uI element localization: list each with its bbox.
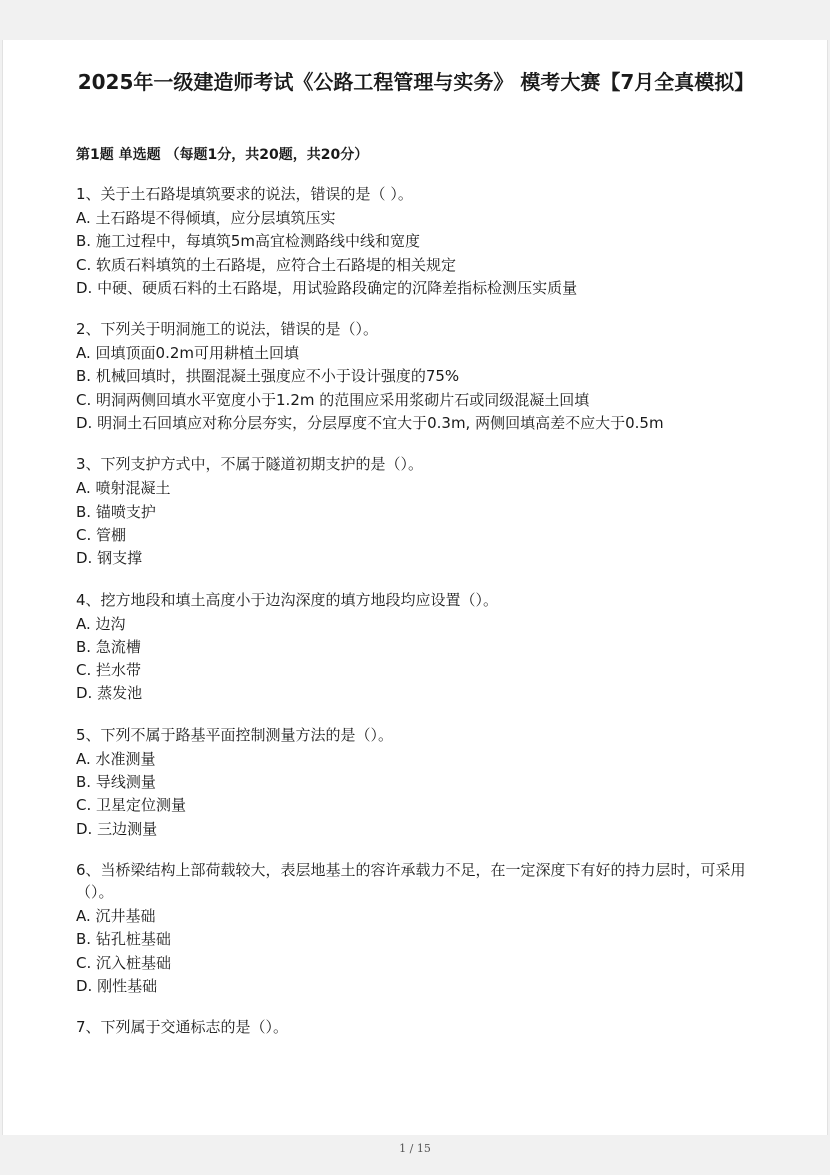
answer-option: B. 施工过程中，每填筑5m高宜检测路线中线和宽度 [76,232,420,251]
answer-option: B. 锚喷支护 [76,502,156,521]
answer-option: C. 管棚 [76,525,127,544]
question-text: 2、下列关于明洞施工的说法，错误的是（）。 [76,320,379,339]
answer-option: C. 沉入桩基础 [76,953,172,972]
question-text: 3、下列支护方式中，不属于隧道初期支护的是（）。 [76,455,424,474]
question-item [76,1016,766,1038]
question-text: 5、下列不属于路基平面控制测量方法的是（）。 [76,725,394,744]
answer-option: C. 明洞两侧回填水平宽度小于1.2m 的范围应采用浆砌片石或同级混凝土回填 [76,390,590,409]
answer-option: A. 喷射混凝土 [76,479,171,498]
answer-option: A. 土石路堤不得倾填，应分层填筑压实 [76,209,336,227]
question-text: 1、关于土石路堤填筑要求的说法，错误的是（ ）。 [76,185,413,203]
document-page [2,40,828,1135]
section-heading: 第1题 单选题 （每题1分，共20题，共20分） [76,147,369,163]
answer-option: C. 卫星定位测量 [76,796,187,815]
answer-option: A. 水准测量 [76,749,156,768]
answer-option: D. 刚性基础 [76,976,158,995]
answer-option: D. 蒸发池 [76,684,143,703]
answer-option: B. 导线测量 [76,773,156,792]
page-indicator: 1 / 15 [399,1142,431,1155]
question-item [76,589,766,706]
question-item [76,859,766,998]
answer-option: A. 沉井基础 [76,906,156,925]
question-item [76,724,766,841]
answer-option: B. 钻孔桩基础 [76,930,171,949]
answer-option: D. 三边测量 [76,819,158,838]
answer-option: D. 明洞土石回填应对称分层夯实，分层厚度不宜大于0.3m, 两侧回填高差不应大于0.5m [76,414,664,433]
question-item [76,453,766,570]
question-item [76,318,766,435]
answer-option: A. 边沟 [76,614,126,633]
question-text: 6、当桥梁结构上部荷载较大，表层地基土的容许承载力不足，在一定深度下有好的持力层时，可采用（）。 [76,860,746,901]
answer-option: C. 拦水带 [76,661,142,680]
answer-option: C. 软质石料填筑的土石路堤，应符合土石路堤的相关规定 [76,255,457,274]
answer-option: A. 回填顶面0.2m可用耕植土回填 [76,344,300,363]
answer-option: D. 钢支撑 [76,549,143,568]
question-text: 4、挖方地段和填土高度小于边沟深度的填方地段均应设置（）。 [76,590,499,609]
document-title: 2025年一级建造师考试《公路工程管理与实务》 模考大赛【7月全真模拟】 [77,70,755,94]
answer-option: B. 机械回填时，拱圈混凝土强度应不小于设计强度的75% [76,367,460,386]
answer-option: B. 急流槽 [76,637,141,656]
question-item [76,183,766,300]
question-list [76,183,766,1056]
question-text: 7、下列属于交通标志的是（）。 [76,1018,289,1037]
answer-option: D. 中硬、硬质石料的土石路堤，用试验路段确定的沉降差指标检测压实质量 [76,278,578,297]
